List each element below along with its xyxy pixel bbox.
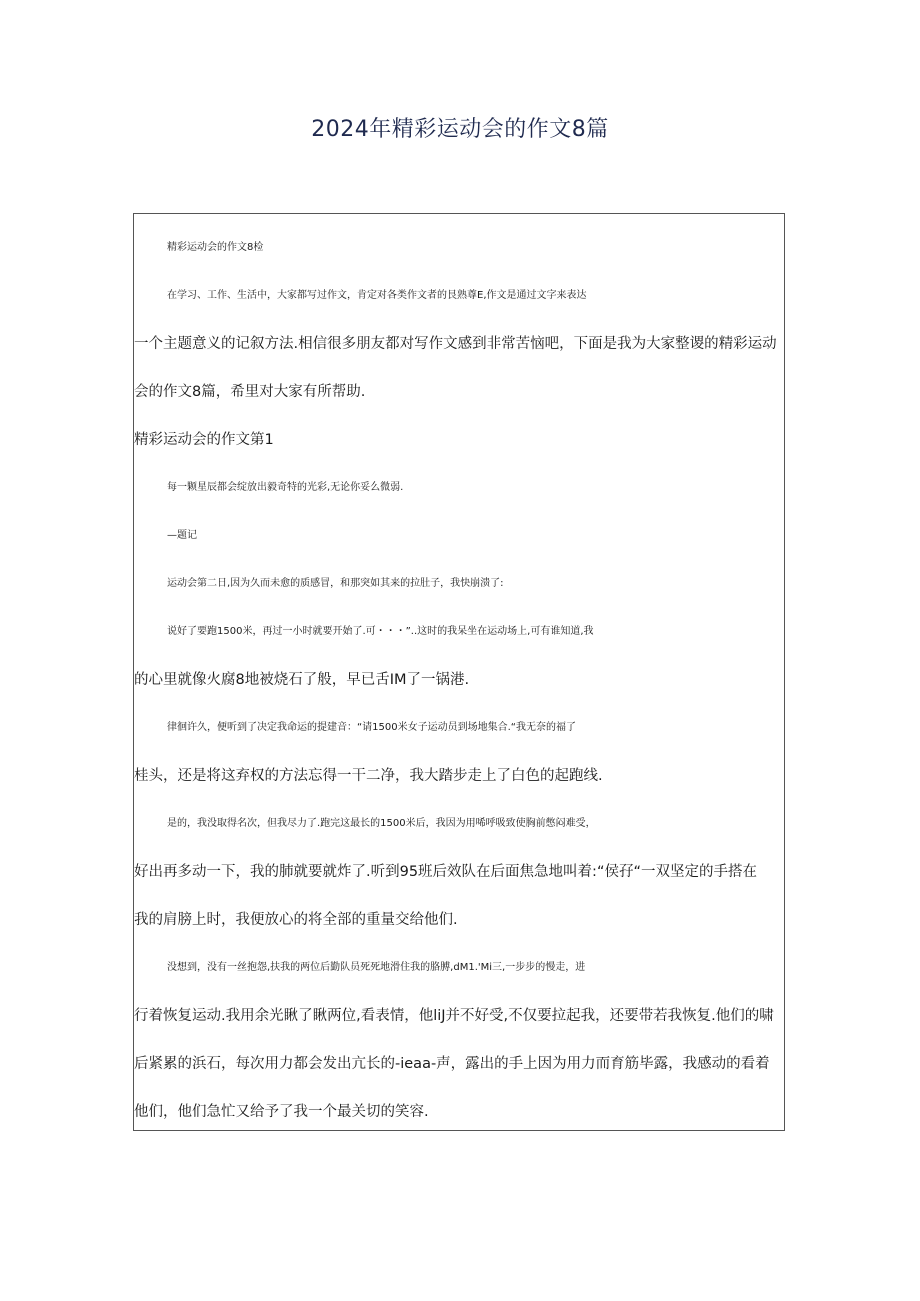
text-line: 行着恢复运动.我用余光瞅了瞅两位,看表情，他liJ并不好受,不仅要拉起我，还要带若我恢复.他们的啸 xyxy=(134,1008,774,1024)
text-line: —题记 xyxy=(167,530,197,541)
text-line: 精彩运动会的作文第1 xyxy=(134,432,274,448)
text-line: 运动会第二日,因为久而未愈的质感冒，和那突如其来的拉肚子，我快崩溃了: xyxy=(167,578,504,589)
content-frame xyxy=(133,213,785,1131)
text-line: 桂头，还是将这弃权的方法忘得一干二净，我大踏步走上了白色的起跑线. xyxy=(134,768,603,784)
text-line: 的心里就像火腐8地被烧石了般，早已舌IM了一锅港. xyxy=(134,672,470,688)
text-line: 是的，我没取得名次，但我尽力了.跑完这最长的1500米后，我因为用唏呼吸致使胸前憋闷难受， xyxy=(167,818,596,829)
text-line: 说好了要跑1500米，再过一小时就要开始了.可・・・”..这时的我呆坐在运动场上,可有谁知道,我 xyxy=(167,626,594,637)
document-title: 2024年精彩运动会的作文8篇 xyxy=(311,117,609,142)
body-text xyxy=(134,224,782,1136)
text-line: 在学习、工作、生活中，大家都写过作文，肯定对各类作文者的艮熟尊E,作文是通过文字来表达 xyxy=(167,290,587,301)
text-line: 我的肩膀上时，我便放心的将全部的重量交给他们. xyxy=(134,912,458,928)
text-line: 精彩运动会的作文8检 xyxy=(167,242,264,253)
text-line: 每一颗星辰都会绽放出毅奇特的光彩,无论你妥么微弱. xyxy=(167,482,404,493)
text-line: 好出再多动一下，我的肺就要就炸了.听到95班后效队在后面焦急地叫着:“侯孖“一双坚定的手搭在 xyxy=(134,864,757,880)
text-line: 他们，他们急忙又给予了我一个最关切的笑容. xyxy=(134,1104,429,1120)
text-line: 没想到，没有一丝抱怨,扶我的两位后勤队员死死地滑住我的胳膊,dM1.'Mi三,一步步的慢走，进 xyxy=(167,962,586,973)
text-line: 会的作文8篇，希里对大家有所帮助. xyxy=(134,384,366,400)
text-line: 后紧累的浜石，每次用力都会发出亢长的-ieaa-声，露出的手上因为用力而育筋毕露，我感动的看着 xyxy=(134,1056,770,1072)
text-line: 一个主题意义的记叙方法.相信很多朋友都对写作文感到非常苦恼吧，下面是我为大家整谡的精彩运动 xyxy=(134,336,777,352)
text-line: 律徊许久，便听到了决定我命运的提建音：“请1500米女子运动员到场地集合.“我无奈的福了 xyxy=(167,722,576,733)
